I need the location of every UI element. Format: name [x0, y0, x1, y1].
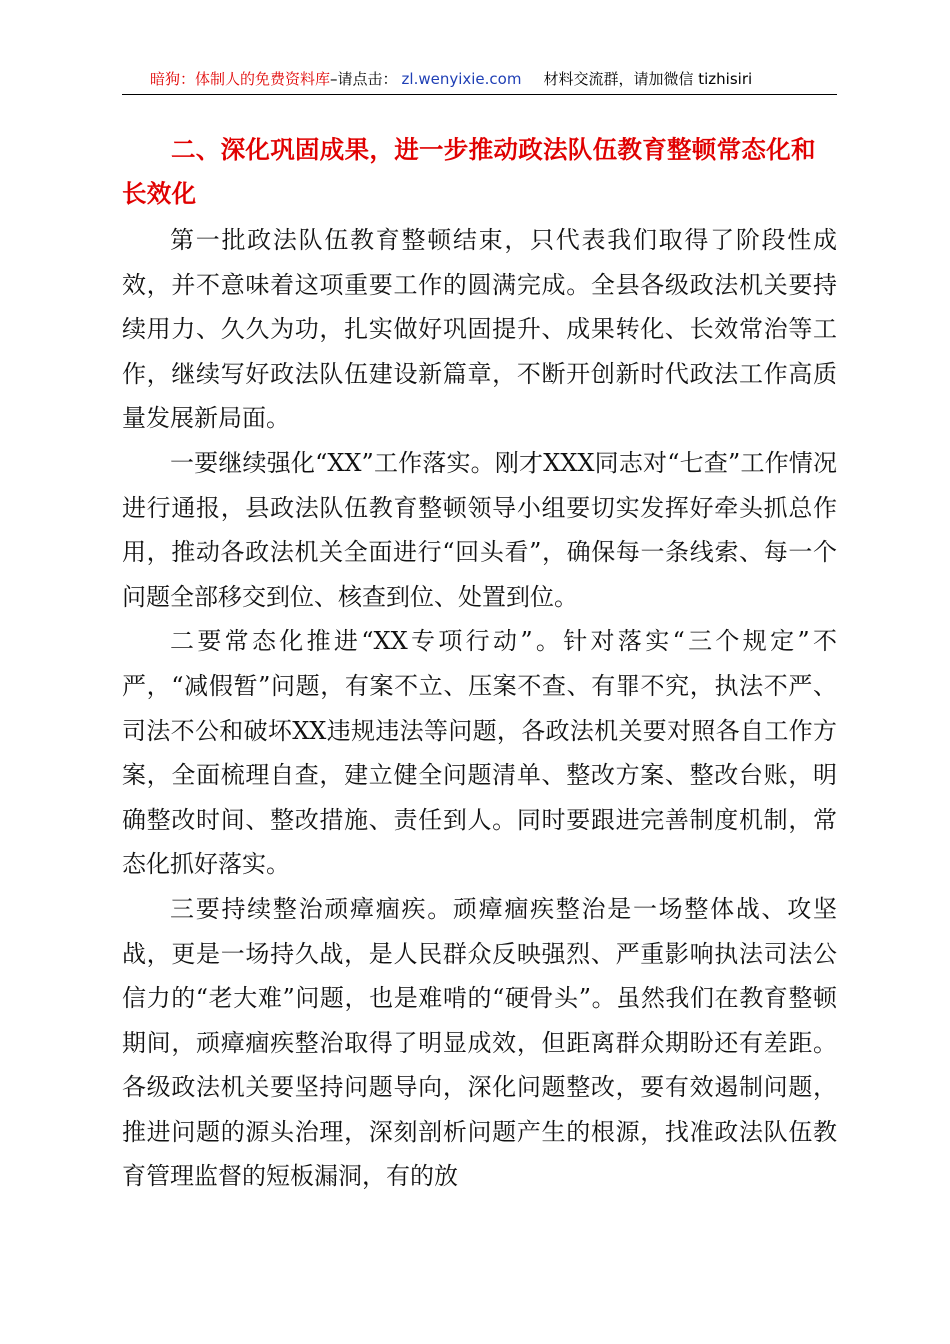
paragraph-point-three: 三要持续整治顽瘴痼疾。顽瘴痼疾整治是一场整体战、攻坚战，更是一场持久战，是人民群众反映强烈、严重影响执法司法公信力的“老大难”问题，也是难啃的“硬骨头”。虽然我们在教育整顿期间，顽瘴痼疾整治取得了明显成效，但距离群众期盼还有差距。各级政法机关要坚持问题导向，深化问题整改，要有效遏制问题，推进问题的源头治理，深刻剖析问题产生的根源，找准政法队伍教育管理监督的短板漏洞，有的放	[122, 894, 837, 1191]
paragraph-intro: 第一批政法队伍教育整顿结束，只代表我们取得了阶段性成效，并不意味着这项重要工作的圆满完成。全县各级政法机关要持续用力、久久为功，扎实做好巩固提升、成果转化、长效常治等工作，继续写好政法队伍建设新篇章，不断开创新时代政法工作高质量发展新局面。	[122, 226, 837, 433]
section-heading: 二、深化巩固成果，进一步推动政法队伍教育整顿常态化和长效化	[122, 135, 816, 208]
header-site-link[interactable]: zl.wenyixie.com	[401, 70, 522, 88]
paragraph-point-one: 一要继续强化“XX”工作落实。刚才XXX同志对“七查”工作情况进行通报，县政法队伍教育整顿领导小组要切实发挥好牵头抓总作用，推动各政法机关全面进行“回头看”，确保每一条线索、每一个问题全部移交到位、核查到位、处置到位。	[122, 448, 837, 611]
document-body	[122, 218, 837, 1199]
page-header	[122, 64, 837, 95]
paragraph-point-two: 二要常态化推进“XX专项行动”。针对落实“三个规定”不严，“减假暂”问题，有案不立、压案不查、有罪不究，执法不严、司法不公和破坏XX违规违法等问题，各政法机关要对照各自工作方案，全面梳理自查，建立健全问题清单、整改方案、整改台账，明确整改时间、整改措施、责任到人。同时要跟进完善制度机制，常态化抓好落实。	[122, 627, 837, 879]
header-click-prompt: –请点击：	[330, 70, 398, 88]
header-site-name: 暗狗：体制人的免费资料库	[150, 70, 331, 88]
header-wechat-note: 材料交流群，请加微信 tizhisiri	[543, 70, 753, 88]
